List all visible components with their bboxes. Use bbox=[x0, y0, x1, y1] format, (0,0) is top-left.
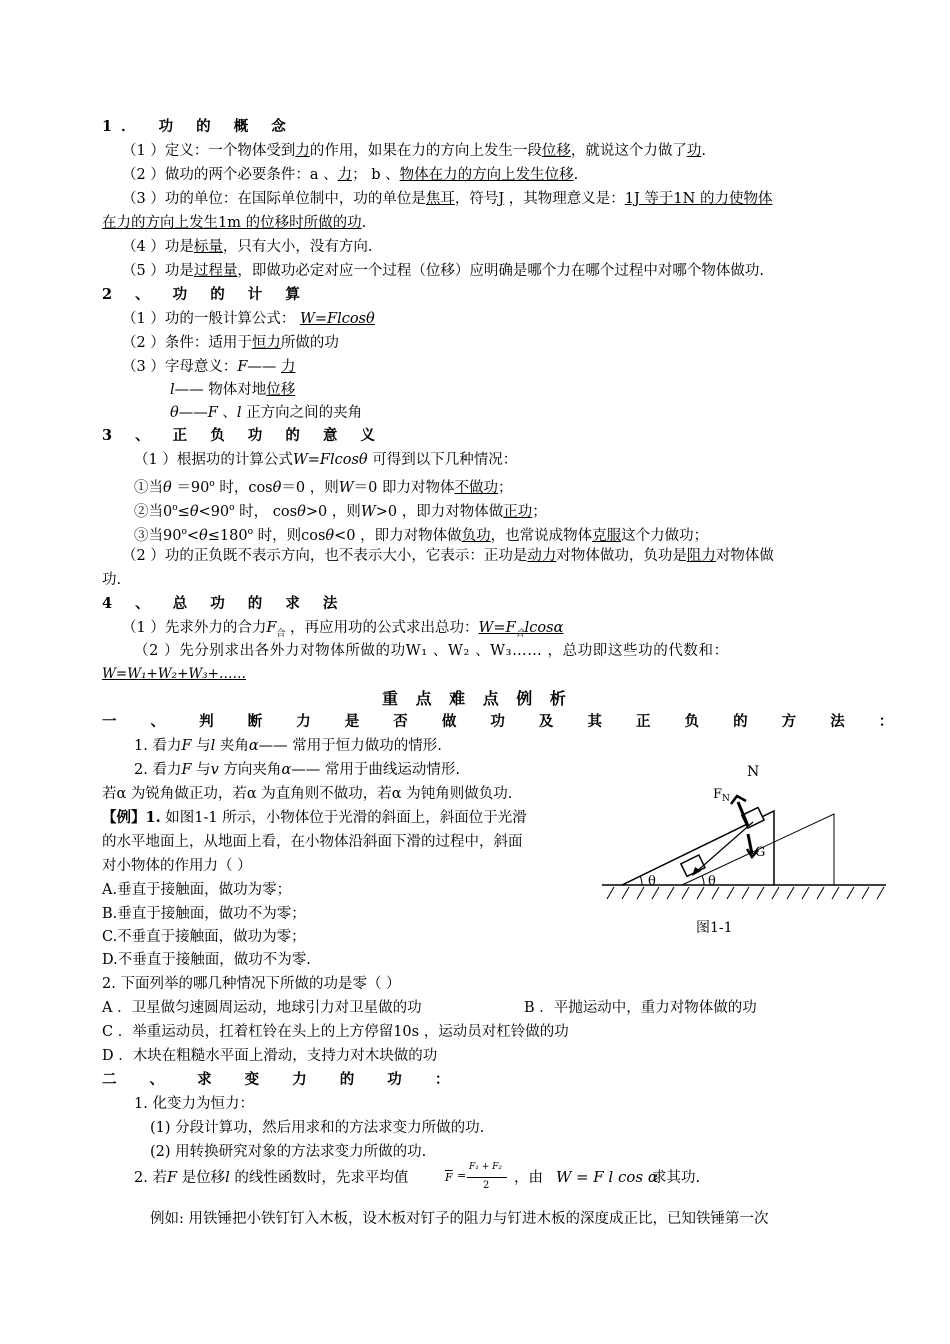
key-title: 重 点 难 点 例 析 bbox=[382, 689, 572, 708]
angle-arc-2 bbox=[702, 876, 704, 885]
method-1: 1. 看力F 与l 夹角α—— 常用于恒力做功的情形. bbox=[134, 738, 442, 754]
s2-formula: （1 ）功的一般计算公式： W=Flcosθ bbox=[122, 311, 375, 327]
question-2: 2. 下面列举的哪几种情况下所做的功是零（ ） bbox=[102, 976, 401, 992]
example-1-line-2: 的水平地面上，从地面上看，在小物体沿斜面下滑的过程中，斜面 bbox=[102, 834, 523, 850]
s1-conditions: （2 ）做功的两个必要条件：a 、力； b 、物体在力的方向上发生位移. bbox=[122, 167, 579, 183]
s2-condition: （2 ）条件：适用于恒力所做的功 bbox=[122, 335, 339, 351]
option-d: D.不垂直于接触面，做功不为零. bbox=[102, 952, 311, 968]
section-4-heading: 4 、 总 功 的 求 法 bbox=[102, 595, 347, 612]
s3-meaning: （2 ）功的正负既不表示方向，也不表示大小，它表示：正功是动力对物体做功，负功是阻力对物体做 bbox=[122, 548, 774, 564]
block-bottom bbox=[681, 855, 705, 876]
s4-total-formula: W=W₁+W₂+W₃+…… bbox=[102, 666, 246, 682]
s1-process: （5 ）功是过程量，即做功必定对应一个过程（位移）应明确是哪个力在哪个过程中对哪个物体做功. bbox=[122, 263, 764, 279]
s2-letter-theta: θ——F 、l 正方向之间的夹角 bbox=[170, 405, 363, 421]
s3-intro: （1 ）根据功的计算公式W=Flcosθ 可得到以下几种情况： bbox=[134, 452, 518, 468]
s3-case-3: ③当$90^o<\theta\le 180^o$ 时，则cosθ<0 ，即力对物体做负功，也常说成物体克服这个力做功； bbox=[134, 527, 709, 544]
variable-force-2: 2. 若F 是位移l 的线性函数时，先求平均值 bbox=[134, 1170, 409, 1186]
incline-figure bbox=[598, 758, 890, 948]
label-theta-1: θ bbox=[648, 874, 656, 889]
question-2-b: B ．平抛运动中，重力对物体做的功 bbox=[524, 1000, 757, 1016]
section-3-heading: 3 、 正 负 功 的 意 义 bbox=[102, 427, 384, 444]
example-1-line-1: 【例】1. 如图1-1 所示，小物体位于光滑的斜面上，斜面位于光滑 bbox=[102, 809, 527, 826]
question-2-c: C ．举重运动员，扛着杠铃在头上的上方停留10s ，运动员对杠铃做的功 bbox=[102, 1024, 569, 1040]
figure-caption: 图1-1 bbox=[696, 920, 733, 936]
key-one-heading: 一 、 判 断 力 是 否 做 功 及 其 正 负 的 方 法 ： bbox=[102, 713, 908, 730]
variable-force-2-mid: ，由 bbox=[514, 1170, 543, 1186]
s4-method-2: （2 ）先分别求出各外力对物体所做的功W₁ 、W₂ 、W₃…… ，总功即这些功的代数和： bbox=[134, 643, 729, 659]
method-rule: 若α 为锐角做正功，若α 为直角则不做功，若α 为钝角则做负功. bbox=[102, 786, 513, 802]
section-2-heading: 2 、 功 的 计 算 bbox=[102, 286, 309, 303]
displacement-line bbox=[696, 822, 753, 872]
variable-force-2-end: 求其功. bbox=[652, 1170, 701, 1186]
s1-scalar: （4 ）功是标量，只有大小，没有方向. bbox=[122, 239, 373, 255]
s1-unit-cont: 在力的方向上发生1m 的位移时所做的功. bbox=[102, 215, 367, 231]
s1-unit: （3 ）功的单位：在国际单位制中，功的单位是焦耳，符号J ，其物理意义是：1J 等于1N 的力使物体 bbox=[122, 191, 773, 207]
label-N: N bbox=[747, 764, 760, 780]
s4-method-1: （1 ）先求外力的合力$F_合$ ，再应用功的公式求出总功：$W=F_合lcos\alpha$ bbox=[122, 620, 564, 639]
label-G: G bbox=[755, 845, 766, 860]
question-2-a: A ．卫星做匀速圆周运动，地球引力对卫星做的功 bbox=[102, 1000, 422, 1016]
option-b: B.垂直于接触面，做功不为零； bbox=[102, 906, 306, 922]
method-2: 2. 看力F 与v 方向夹角α—— 常用于曲线运动情形. bbox=[134, 762, 460, 778]
option-a: A.垂直于接触面，做功为零； bbox=[102, 882, 292, 898]
variable-force-1b: (2) 用转换研究对象的方法求变力所做的功. bbox=[150, 1144, 427, 1160]
question-2-d: D ．木块在粗糙水平面上滑动，支持力对木块做的功 bbox=[102, 1048, 438, 1064]
variable-force-1: 1. 化变力为恒力： bbox=[134, 1096, 254, 1112]
s3-case-1: ①当$\theta =90^o$ 时，cosθ＝0 ，则W＝0 即力对物体不做功； bbox=[134, 479, 513, 496]
section-1-heading: 1． 功 的 概 念 bbox=[102, 118, 295, 135]
s3-case-2: ②当$0^o\le\theta<90^o$ 时， cosθ>0 ，则W>0 ，即力对物体做正功； bbox=[134, 503, 547, 520]
work-formula: W = F l cos α bbox=[556, 1168, 658, 1186]
example-last-line: 例如: 用铁锤把小铁钉钉入木板，设木板对钉子的阻力与钉进木板的深度成正比，已知铁锤第一次 bbox=[150, 1211, 769, 1227]
average-force-formula: $\overline{F}$ = F₁ + F₂ 2 bbox=[443, 1160, 513, 1200]
s3-meaning-cont: 功. bbox=[102, 572, 122, 588]
s2-letter-F: （3 ）字母意义：F—— 力 bbox=[122, 359, 296, 375]
angle-arc-1 bbox=[640, 876, 642, 885]
label-FN: $F_N$ bbox=[713, 787, 730, 804]
option-c: C.不垂直于接触面，做功为零； bbox=[102, 929, 306, 945]
example-1-line-3: 对小物体的作用力（ ） bbox=[102, 858, 252, 874]
s2-letter-l: l—— 物体对地位移 bbox=[170, 382, 296, 398]
s1-definition: （1 ）定义：一个物体受到力的作用，如果在力的方向上发生一段位移，就说这个力做了功. bbox=[122, 143, 706, 159]
label-theta-2: θ bbox=[708, 874, 716, 889]
variable-force-1a: (1) 分段计算功，然后用求和的方法求变力所做的功. bbox=[150, 1120, 485, 1136]
key-two-heading: 二 、 求 变 力 的 功 ： bbox=[102, 1071, 464, 1088]
